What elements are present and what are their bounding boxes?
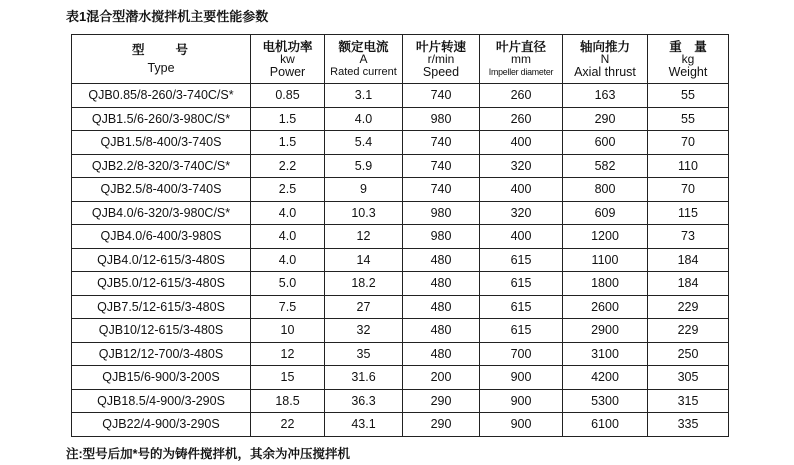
cell-thrust: 582 bbox=[563, 154, 648, 178]
cell-thrust: 290 bbox=[563, 107, 648, 131]
cell-speed: 480 bbox=[403, 272, 480, 296]
cell-diameter: 700 bbox=[480, 342, 563, 366]
cell-thrust: 163 bbox=[563, 84, 648, 108]
cell-diameter: 400 bbox=[480, 225, 563, 249]
cell-current: 12 bbox=[325, 225, 403, 249]
cell-weight: 335 bbox=[648, 413, 729, 437]
cell-current: 32 bbox=[325, 319, 403, 343]
header-current-cn: 额定电流 bbox=[338, 39, 389, 54]
cell-model: QJB1.5/6-260/3-980C/S* bbox=[72, 107, 251, 131]
cell-weight: 55 bbox=[648, 84, 729, 108]
cell-diameter: 320 bbox=[480, 154, 563, 178]
cell-weight: 250 bbox=[648, 342, 729, 366]
cell-speed: 740 bbox=[403, 131, 480, 155]
cell-power: 5.0 bbox=[251, 272, 325, 296]
cell-weight: 115 bbox=[648, 201, 729, 225]
cell-thrust: 4200 bbox=[563, 366, 648, 390]
cell-model: QJB2.5/8-400/3-740S bbox=[72, 178, 251, 202]
header-thrust bbox=[563, 35, 648, 84]
header-power-en: Power bbox=[269, 64, 306, 79]
cell-diameter: 615 bbox=[480, 295, 563, 319]
cell-power: 4.0 bbox=[251, 225, 325, 249]
cell-power: 10 bbox=[251, 319, 325, 343]
cell-model: QJB4.0/12-615/3-480S bbox=[72, 248, 251, 272]
cell-diameter: 900 bbox=[480, 389, 563, 413]
cell-current: 14 bbox=[325, 248, 403, 272]
header-weight-unit: kg bbox=[681, 51, 695, 66]
header-thrust-cn: 轴向推力 bbox=[579, 39, 630, 54]
cell-current: 10.3 bbox=[325, 201, 403, 225]
cell-diameter: 615 bbox=[480, 248, 563, 272]
table-row bbox=[72, 84, 729, 108]
table-row bbox=[72, 413, 729, 437]
cell-diameter: 900 bbox=[480, 366, 563, 390]
table-row bbox=[72, 154, 729, 178]
cell-thrust: 1100 bbox=[563, 248, 648, 272]
cell-power: 18.5 bbox=[251, 389, 325, 413]
cell-weight: 70 bbox=[648, 178, 729, 202]
performance-table bbox=[71, 34, 729, 437]
cell-speed: 980 bbox=[403, 201, 480, 225]
table-row bbox=[72, 295, 729, 319]
header-power-unit: kw bbox=[280, 51, 295, 66]
table-row bbox=[72, 366, 729, 390]
cell-thrust: 1200 bbox=[563, 225, 648, 249]
cell-model: QJB2.2/8-320/3-740C/S* bbox=[72, 154, 251, 178]
table-row bbox=[72, 178, 729, 202]
cell-diameter: 400 bbox=[480, 178, 563, 202]
header-type bbox=[72, 35, 251, 84]
cell-diameter: 900 bbox=[480, 413, 563, 437]
cell-model: QJB18.5/4-900/3-290S bbox=[72, 389, 251, 413]
table-row bbox=[72, 319, 729, 343]
cell-weight: 184 bbox=[648, 272, 729, 296]
cell-speed: 980 bbox=[403, 107, 480, 131]
cell-thrust: 2600 bbox=[563, 295, 648, 319]
cell-model: QJB5.0/12-615/3-480S bbox=[72, 272, 251, 296]
cell-weight: 229 bbox=[648, 319, 729, 343]
header-current-en: Rated current bbox=[330, 65, 397, 78]
cell-current: 31.6 bbox=[325, 366, 403, 390]
cell-power: 0.85 bbox=[251, 84, 325, 108]
cell-power: 7.5 bbox=[251, 295, 325, 319]
cell-power: 2.2 bbox=[251, 154, 325, 178]
header-current bbox=[325, 35, 403, 84]
cell-current: 5.9 bbox=[325, 154, 403, 178]
cell-thrust: 2900 bbox=[563, 319, 648, 343]
cell-model: QJB7.5/12-615/3-480S bbox=[72, 295, 251, 319]
cell-weight: 73 bbox=[648, 225, 729, 249]
table-row bbox=[72, 131, 729, 155]
cell-thrust: 800 bbox=[563, 178, 648, 202]
cell-thrust: 609 bbox=[563, 201, 648, 225]
cell-current: 18.2 bbox=[325, 272, 403, 296]
cell-speed: 480 bbox=[403, 319, 480, 343]
cell-current: 27 bbox=[325, 295, 403, 319]
cell-model: QJB4.0/6-400/3-980S bbox=[72, 225, 251, 249]
header-thrust-unit: N bbox=[600, 51, 610, 66]
cell-weight: 184 bbox=[648, 248, 729, 272]
table-row bbox=[72, 107, 729, 131]
cell-diameter: 260 bbox=[480, 107, 563, 131]
cell-weight: 110 bbox=[648, 154, 729, 178]
cell-speed: 740 bbox=[403, 178, 480, 202]
cell-power: 12 bbox=[251, 342, 325, 366]
cell-speed: 740 bbox=[403, 154, 480, 178]
header-power-cn: 电机功率 bbox=[262, 39, 313, 54]
cell-thrust: 3100 bbox=[563, 342, 648, 366]
header-diameter bbox=[480, 35, 563, 84]
cell-model: QJB22/4-900/3-290S bbox=[72, 413, 251, 437]
cell-current: 9 bbox=[325, 178, 403, 202]
header-weight-cn: 重 量 bbox=[669, 39, 707, 54]
table-row bbox=[72, 248, 729, 272]
cell-power: 15 bbox=[251, 366, 325, 390]
cell-power: 1.5 bbox=[251, 107, 325, 131]
cell-diameter: 320 bbox=[480, 201, 563, 225]
header-speed-en: Speed bbox=[422, 64, 460, 79]
header-diameter-unit: mm bbox=[511, 51, 531, 66]
header-speed-cn: 叶片转速 bbox=[415, 39, 466, 54]
cell-weight: 315 bbox=[648, 389, 729, 413]
cell-diameter: 400 bbox=[480, 131, 563, 155]
cell-model: QJB1.5/8-400/3-740S bbox=[72, 131, 251, 155]
cell-speed: 480 bbox=[403, 295, 480, 319]
cell-model: QJB12/12-700/3-480S bbox=[72, 342, 251, 366]
cell-power: 2.5 bbox=[251, 178, 325, 202]
header-current-unit: A bbox=[359, 51, 368, 66]
cell-thrust: 600 bbox=[563, 131, 648, 155]
header-type-en: Type bbox=[147, 61, 175, 75]
cell-thrust: 6100 bbox=[563, 413, 648, 437]
cell-weight: 55 bbox=[648, 107, 729, 131]
cell-power: 4.0 bbox=[251, 248, 325, 272]
header-speed bbox=[403, 35, 480, 84]
cell-speed: 290 bbox=[403, 413, 480, 437]
cell-current: 35 bbox=[325, 342, 403, 366]
header-weight-en: Weight bbox=[668, 64, 708, 79]
table-row bbox=[72, 389, 729, 413]
cell-power: 4.0 bbox=[251, 201, 325, 225]
header-type-cn: 型 号 bbox=[131, 43, 190, 57]
cell-speed: 480 bbox=[403, 342, 480, 366]
cell-model: QJB4.0/6-320/3-980C/S* bbox=[72, 201, 251, 225]
header-power bbox=[251, 35, 325, 84]
cell-weight: 305 bbox=[648, 366, 729, 390]
header-speed-unit: r/min bbox=[427, 51, 455, 66]
cell-speed: 740 bbox=[403, 84, 480, 108]
cell-diameter: 615 bbox=[480, 272, 563, 296]
header-thrust-en: Axial thrust bbox=[574, 64, 636, 79]
cell-power: 1.5 bbox=[251, 131, 325, 155]
cell-thrust: 1800 bbox=[563, 272, 648, 296]
cell-thrust: 5300 bbox=[563, 389, 648, 413]
page-title: 表1混合型潜水搅拌机主要性能参数 bbox=[66, 9, 269, 24]
cell-weight: 70 bbox=[648, 131, 729, 155]
cell-model: QJB0.85/8-260/3-740C/S* bbox=[72, 84, 251, 108]
cell-power: 22 bbox=[251, 413, 325, 437]
cell-diameter: 260 bbox=[480, 84, 563, 108]
cell-speed: 980 bbox=[403, 225, 480, 249]
table-body bbox=[72, 84, 729, 437]
cell-weight: 229 bbox=[648, 295, 729, 319]
header-diameter-en: Impeller diameter bbox=[488, 66, 554, 77]
cell-speed: 480 bbox=[403, 248, 480, 272]
cell-current: 3.1 bbox=[325, 84, 403, 108]
footnote: 注:型号后加*号的为铸件搅拌机，其余为冲压搅拌机 bbox=[66, 447, 351, 461]
cell-diameter: 615 bbox=[480, 319, 563, 343]
header-diameter-cn: 叶片直径 bbox=[495, 39, 546, 54]
table-header-row bbox=[72, 35, 729, 84]
header-weight bbox=[648, 35, 729, 84]
table-row bbox=[72, 225, 729, 249]
cell-current: 36.3 bbox=[325, 389, 403, 413]
cell-speed: 200 bbox=[403, 366, 480, 390]
table-row bbox=[72, 201, 729, 225]
cell-current: 4.0 bbox=[325, 107, 403, 131]
cell-model: QJB15/6-900/3-200S bbox=[72, 366, 251, 390]
table-row bbox=[72, 272, 729, 296]
cell-model: QJB10/12-615/3-480S bbox=[72, 319, 251, 343]
table-row bbox=[72, 342, 729, 366]
cell-speed: 290 bbox=[403, 389, 480, 413]
cell-current: 43.1 bbox=[325, 413, 403, 437]
cell-current: 5.4 bbox=[325, 131, 403, 155]
